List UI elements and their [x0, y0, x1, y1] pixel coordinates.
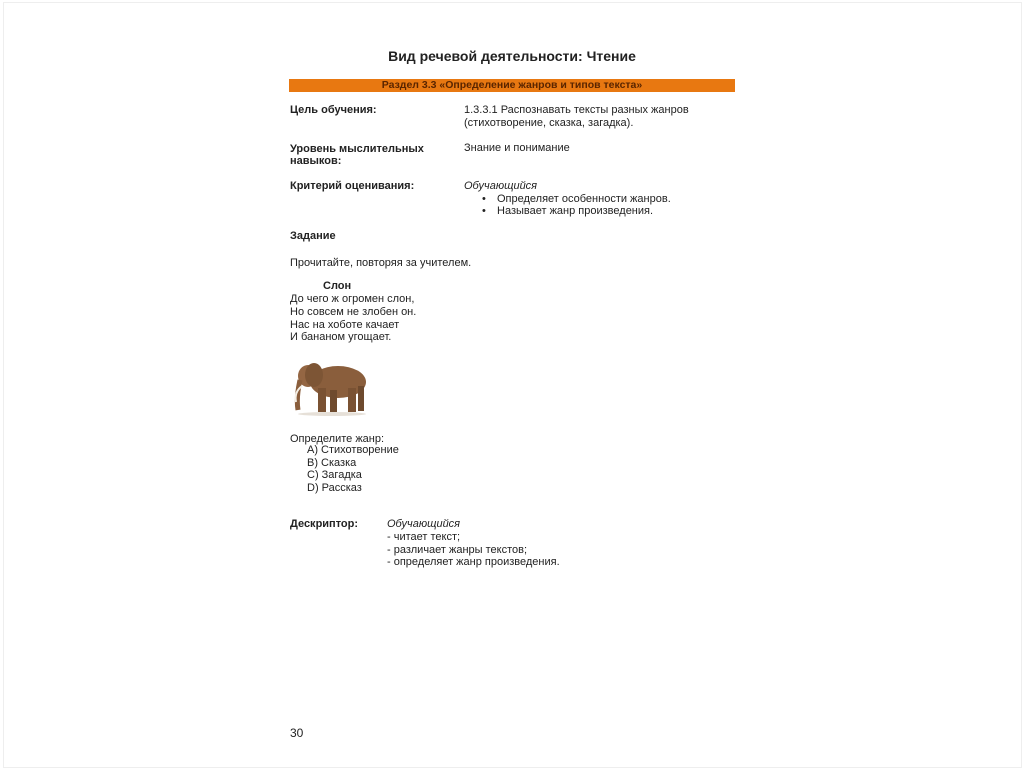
level-label: Уровень мыслительных [290, 143, 424, 155]
option: B) Сказка [307, 457, 357, 469]
poem-line: Нас на хоботе качает [290, 319, 400, 331]
descriptor-item: - читает текст; [387, 531, 461, 543]
criteria-label: Критерий оценивания: [290, 180, 415, 192]
descriptor-item: - различает жанры текстов; [387, 544, 528, 556]
poem-line: До чего ж огромен слон, [290, 293, 415, 305]
instruction: Прочитайте, повторяя за учителем. [290, 257, 472, 269]
section-banner: Раздел 3.3 «Определение жанров и типов текста» [289, 79, 735, 92]
goal-line: (стихотворение, сказка, загадка). [464, 117, 634, 129]
option: D) Рассказ [307, 482, 362, 494]
poem-line: И бананом угощает. [290, 331, 392, 343]
poem-title: Слон [323, 280, 352, 292]
option: C) Загадка [307, 469, 362, 481]
page-number: 30 [290, 726, 304, 740]
criteria-item: Называет жанр произведения. [497, 205, 654, 217]
bullet-icon: • [482, 193, 486, 205]
descriptor-label: Дескриптор: [290, 518, 359, 530]
descriptor-item: - определяет жанр произведения. [387, 556, 560, 568]
question: Определите жанр: [290, 433, 385, 445]
elephant-image [290, 358, 374, 416]
level-label: навыков: [290, 155, 342, 167]
criteria-item: Определяет особенности жанров. [497, 193, 671, 205]
descriptor-learner: Обучающийся [387, 518, 461, 530]
goal-label: Цель обучения: [290, 104, 377, 116]
poem-line: Но совсем не злобен он. [290, 306, 417, 318]
criteria-learner: Обучающийся [464, 180, 538, 192]
page-title: Вид речевой деятельности: Чтение [388, 48, 636, 64]
bullet-icon: • [482, 205, 486, 217]
task-label: Задание [290, 230, 336, 242]
option: A) Стихотворение [307, 444, 399, 456]
level-value: Знание и понимание [464, 142, 570, 154]
goal-line: 1.3.3.1 Распознавать тексты разных жанров [464, 104, 689, 116]
